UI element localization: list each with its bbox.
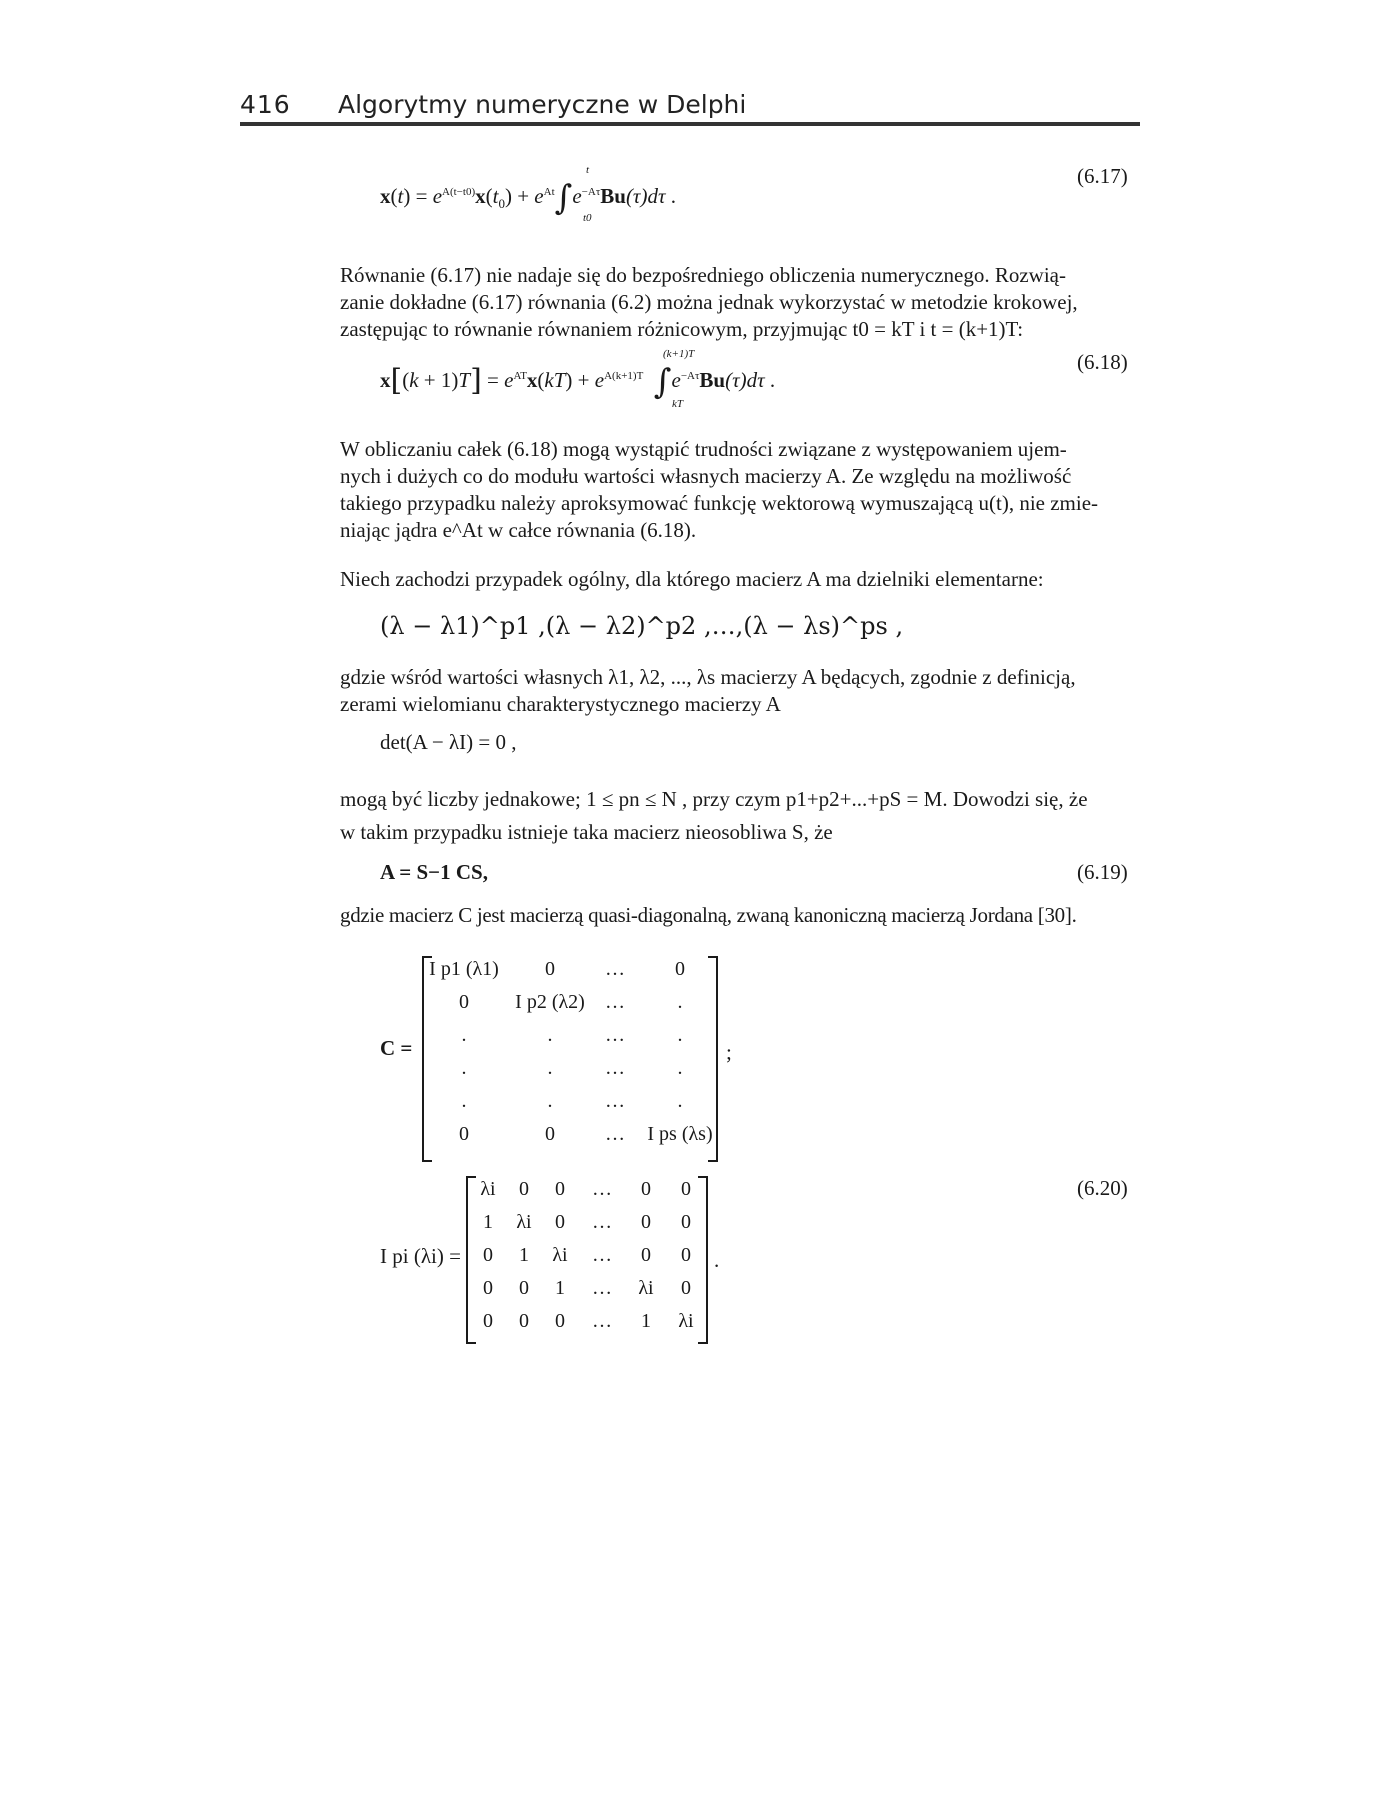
jordan-block-cell: λi xyxy=(638,1277,654,1299)
jordan-block-cell: 0 xyxy=(483,1277,493,1299)
matrix-c-cell: 0 xyxy=(675,958,685,980)
jordan-block-cell: λi xyxy=(516,1211,532,1233)
matrix-c-cell: … xyxy=(605,1057,625,1079)
eq-6-18-lower-limit: kT xyxy=(672,398,683,410)
paragraph-6-line-1: gdzie macierz C jest macierzą quasi-diagonalną, zwaną kanoniczną macierzą Jordana [30]. xyxy=(340,903,1077,927)
eq-6-18-exp2: A(k+1)T xyxy=(604,370,644,382)
equation-number-6-19: (6.19) xyxy=(1077,860,1128,884)
matrix-c xyxy=(422,956,718,1162)
jordan-block-cell: … xyxy=(592,1178,612,1200)
jordan-block-cell: 1 xyxy=(555,1277,565,1299)
paragraph-2-line-2: nych i dużych co do modułu wartości własnych macierzy A. Ze względu na możliwość xyxy=(340,464,1072,488)
matrix-c-cell: . xyxy=(461,1090,467,1112)
eq-6-18-exp1: AT xyxy=(513,370,527,382)
matrix-c-cell: … xyxy=(605,1123,625,1145)
eq-6-18-upper-limit: (k+1)T xyxy=(663,348,695,360)
matrix-c-cell: . xyxy=(547,1090,553,1112)
paragraph-4-line-2: zerami wielomianu charakterystycznego macierzy A xyxy=(340,692,781,716)
matrix-c-cell: … xyxy=(605,1090,625,1112)
header-rule xyxy=(240,122,1140,126)
jordan-block-cell: 0 xyxy=(641,1178,651,1200)
running-title: Algorytmy numeryczne w Delphi xyxy=(338,90,747,119)
jordan-block-cell: λi xyxy=(552,1244,568,1266)
matrix-c-cell: . xyxy=(677,1090,683,1112)
matrix-c-cell: 0 xyxy=(545,1123,555,1145)
paragraph-2-line-4: niając jądra e^At w całce równania (6.18). xyxy=(340,518,697,542)
matrix-c-cell: I p1 (λ1) xyxy=(429,958,499,980)
matrix-c-cell: … xyxy=(605,1024,625,1046)
paragraph-1 xyxy=(340,262,1140,343)
jordan-block-cell: 0 xyxy=(483,1310,493,1332)
jordan-block-cell: 0 xyxy=(483,1244,493,1266)
matrix-c-cell: . xyxy=(461,1024,467,1046)
jordan-block-cell: 0 xyxy=(519,1178,529,1200)
jordan-block-cell: 0 xyxy=(555,1310,565,1332)
jordan-block-cell: … xyxy=(592,1277,612,1299)
equation-6-17: $x(t) = e^{A(t-t0)}x(t_0) + e^{At}\int e^{-A\tau}Bu(\tau)d\tau$ . xyxy=(380,178,676,218)
matrix-c-cell: 0 xyxy=(545,958,555,980)
eq-6-17-exp2: At xyxy=(543,186,555,198)
paragraph-5 xyxy=(340,786,1140,846)
matrix-c-cell: . xyxy=(461,1057,467,1079)
jordan-block-cell: 0 xyxy=(555,1178,565,1200)
jordan-block-cell: λi xyxy=(678,1310,694,1332)
jordan-block-cell: 0 xyxy=(519,1277,529,1299)
matrix-c-cell: 0 xyxy=(459,1123,469,1145)
paragraph-3-line-1: Niech zachodzi przypadek ogólny, dla którego macierz A ma dzielniki elementarne: xyxy=(340,567,1044,591)
jordan-block-cell: … xyxy=(592,1310,612,1332)
equation-6-18: $x[(k + 1)T] = e^{AT}x(kT) + e^{A(k+1)T}$ $\int e^{-A\tau}Bu(\tau)d\tau$ . xyxy=(380,362,776,402)
jordan-block-cell: 0 xyxy=(681,1211,691,1233)
eq-6-17-lower-limit: t0 xyxy=(583,212,592,224)
jordan-block-cell: 0 xyxy=(681,1244,691,1266)
paragraph-1-line-1: Równanie (6.17) nie nadaje się do bezpośredniego obliczenia numerycznego. Rozwią- xyxy=(340,263,1066,287)
matrix-c-cell: … xyxy=(605,958,625,980)
equation-6-19: A = S−1 CS, xyxy=(380,860,488,884)
eq-6-18-exp3: −Aτ xyxy=(680,370,700,382)
matrix-c-cell: 0 xyxy=(459,991,469,1013)
matrix-c-label: C = xyxy=(380,1036,413,1060)
matrix-c-suffix: ; xyxy=(726,1040,732,1064)
equation-number-6-18: (6.18) xyxy=(1077,350,1128,374)
matrix-c-cell: . xyxy=(547,1024,553,1046)
jordan-block-cell: 0 xyxy=(641,1244,651,1266)
paragraph-6 xyxy=(340,902,1140,929)
paragraph-2-line-3: takiego przypadku należy aproksymować funkcję wektorową wymuszającą u(t), nie zmie- xyxy=(340,491,1099,515)
page-number: 416 xyxy=(240,90,291,119)
running-header xyxy=(240,90,1140,126)
paragraph-1-line-3: zastępując to równanie równaniem różnicowym, przyjmując t0 = kT i t = (k+1)T: xyxy=(340,317,1024,341)
paragraph-1-line-2: zanie dokładne (6.17) równania (6.2) można jednak wykorzystać w metodzie krokowej, xyxy=(340,290,1078,314)
jordan-block-cell: λi xyxy=(480,1178,496,1200)
paragraph-2-line-1: W obliczaniu całek (6.18) mogą wystąpić trudności związane z występowaniem ujem- xyxy=(340,437,1067,461)
matrix-c-cell: I ps (λs) xyxy=(647,1123,713,1145)
eq-6-17-upper-limit: t xyxy=(586,164,590,176)
eq-6-17-exp3: −Aτ xyxy=(581,186,601,198)
jordan-block-matrix xyxy=(466,1176,708,1344)
jordan-block-cell: 1 xyxy=(519,1244,529,1266)
matrix-c-cell: . xyxy=(677,991,683,1013)
jordan-block-cell: 0 xyxy=(519,1310,529,1332)
determinant-equation: det(A − λI) = 0 , xyxy=(380,730,517,754)
matrix-c-cell: . xyxy=(547,1057,553,1079)
paragraph-3 xyxy=(340,566,1140,593)
matrix-c-cell: . xyxy=(677,1057,683,1079)
jordan-block-cell: … xyxy=(592,1211,612,1233)
jordan-block-label: I pi (λi) = xyxy=(380,1244,461,1268)
matrix-c-cell: … xyxy=(605,991,625,1013)
paragraph-5-line-2: w takim przypadku istnieje taka macierz nieosobliwa S, że xyxy=(340,820,833,844)
equation-number-6-17: (6.17) xyxy=(1077,164,1128,188)
jordan-block-cell: 0 xyxy=(681,1277,691,1299)
eq-6-17-exp1: A(t−t0) xyxy=(442,186,476,198)
jordan-block-cell: 1 xyxy=(483,1211,493,1233)
jordan-block-cell: … xyxy=(592,1244,612,1266)
jordan-block-cell: 1 xyxy=(641,1310,651,1332)
matrix-c-cell: I p2 (λ2) xyxy=(515,991,585,1013)
jordan-block-cell: 0 xyxy=(555,1211,565,1233)
jordan-block-cell: 0 xyxy=(641,1211,651,1233)
matrix-c-cell: . xyxy=(677,1024,683,1046)
jordan-block-suffix: . xyxy=(714,1248,720,1272)
equation-number-6-20: (6.20) xyxy=(1077,1176,1128,1200)
paragraph-4 xyxy=(340,664,1140,718)
paragraph-2 xyxy=(340,436,1140,544)
elementary-divisors: (λ − λ1)^p1 ,(λ − λ2)^p2 ,…,(λ − λs)^ps , xyxy=(380,612,904,640)
paragraph-5-line-1: mogą być liczby jednakowe; 1 ≤ pn ≤ N , przy czym p1+p2+...+pS = M. Dowodzi się, że xyxy=(340,787,1088,811)
paragraph-4-line-1: gdzie wśród wartości własnych λ1, λ2, ..., λs macierzy A będących, zgodnie z definicją, xyxy=(340,665,1076,689)
jordan-block-cell: 0 xyxy=(681,1178,691,1200)
